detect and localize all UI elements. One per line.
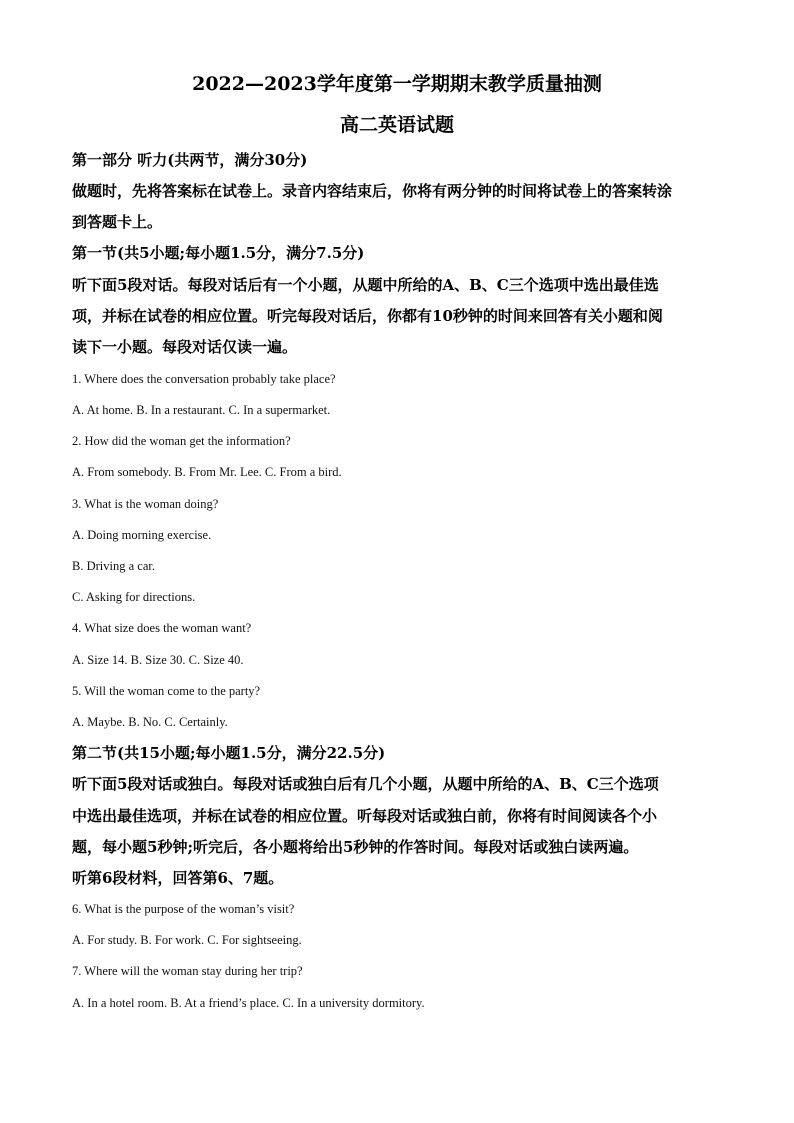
- section1-heading: 第一节(共5小题;每小题1.5分，满分7.5分): [72, 244, 365, 262]
- section2-instruction-line1: 听下面5段对话或独白。每段对话或独白后有几个小题，从题中所给的A、B、C三个选项: [72, 775, 659, 793]
- part1-instruction-line1: 做题时，先将答案标在试卷上。录音内容结束后，你将有两分钟的时间将试卷上的答案转涂: [72, 182, 673, 200]
- question-6: 6. What is the purpose of the woman’s visit?: [72, 902, 295, 916]
- section1-instruction-line2: 项，并标在试卷的相应位置。听完每段对话后，你都有10秒钟的时间来回答有关小题和阅: [72, 307, 663, 325]
- question-4: 4. What size does the woman want?: [72, 621, 252, 635]
- question-1-options: A. At home. B. In a restaurant. C. In a supermarket.: [72, 403, 331, 417]
- question-2-options: A. From somebody. B. From Mr. Lee. C. From a bird.: [72, 465, 342, 479]
- section1-instruction-line3: 读下一小题。每段对话仅读一遍。: [72, 338, 298, 356]
- question-3: 3. What is the woman doing?: [72, 497, 219, 511]
- question-3-option-b: B. Driving a car.: [72, 559, 155, 573]
- material-6-heading: 听第6段材料，回答第6、7题。: [72, 869, 284, 887]
- section2-instruction-line3: 题，每小题5秒钟;听完后，各小题将给出5秒钟的作答时间。每段对话或独白读两遍。: [72, 838, 639, 856]
- question-5: 5. Will the woman come to the party?: [72, 684, 261, 698]
- question-1: 1. Where does the conversation probably take place?: [72, 372, 336, 386]
- exam-subtitle: 高二英语试题: [339, 114, 454, 136]
- section2-heading: 第二节(共15小题;每小题1.5分，满分22.5分): [72, 744, 386, 762]
- section2-instruction-line2: 中选出最佳选项，并标在试卷的相应位置。听每段对话或独白前，你将有时间阅读各个小: [72, 807, 658, 825]
- question-2: 2. How did the woman get the information?: [72, 434, 291, 448]
- question-3-option-c: C. Asking for directions.: [72, 590, 196, 604]
- question-5-options: A. Maybe. B. No. C. Certainly.: [72, 715, 228, 729]
- question-7: 7. Where will the woman stay during her trip?: [72, 964, 303, 978]
- question-6-options: A. For study. B. For work. C. For sightseeing.: [72, 933, 302, 947]
- part1-heading: 第一部分 听力(共两节，满分30分): [72, 151, 308, 169]
- section1-instruction-line1: 听下面5段对话。每段对话后有一个小题，从题中所给的A、B、C三个选项中选出最佳选: [72, 276, 659, 294]
- part1-instruction-line2: 到答题卡上。: [72, 213, 163, 231]
- question-3-option-a: A. Doing morning exercise.: [72, 528, 212, 542]
- question-7-options: A. In a hotel room. B. At a friend’s place. C. In a university dormitory.: [72, 996, 425, 1010]
- exam-title: 2022—2023学年度第一学期期末教学质量抽测: [192, 73, 602, 95]
- question-4-options: A. Size 14. B. Size 30. C. Size 40.: [72, 653, 244, 667]
